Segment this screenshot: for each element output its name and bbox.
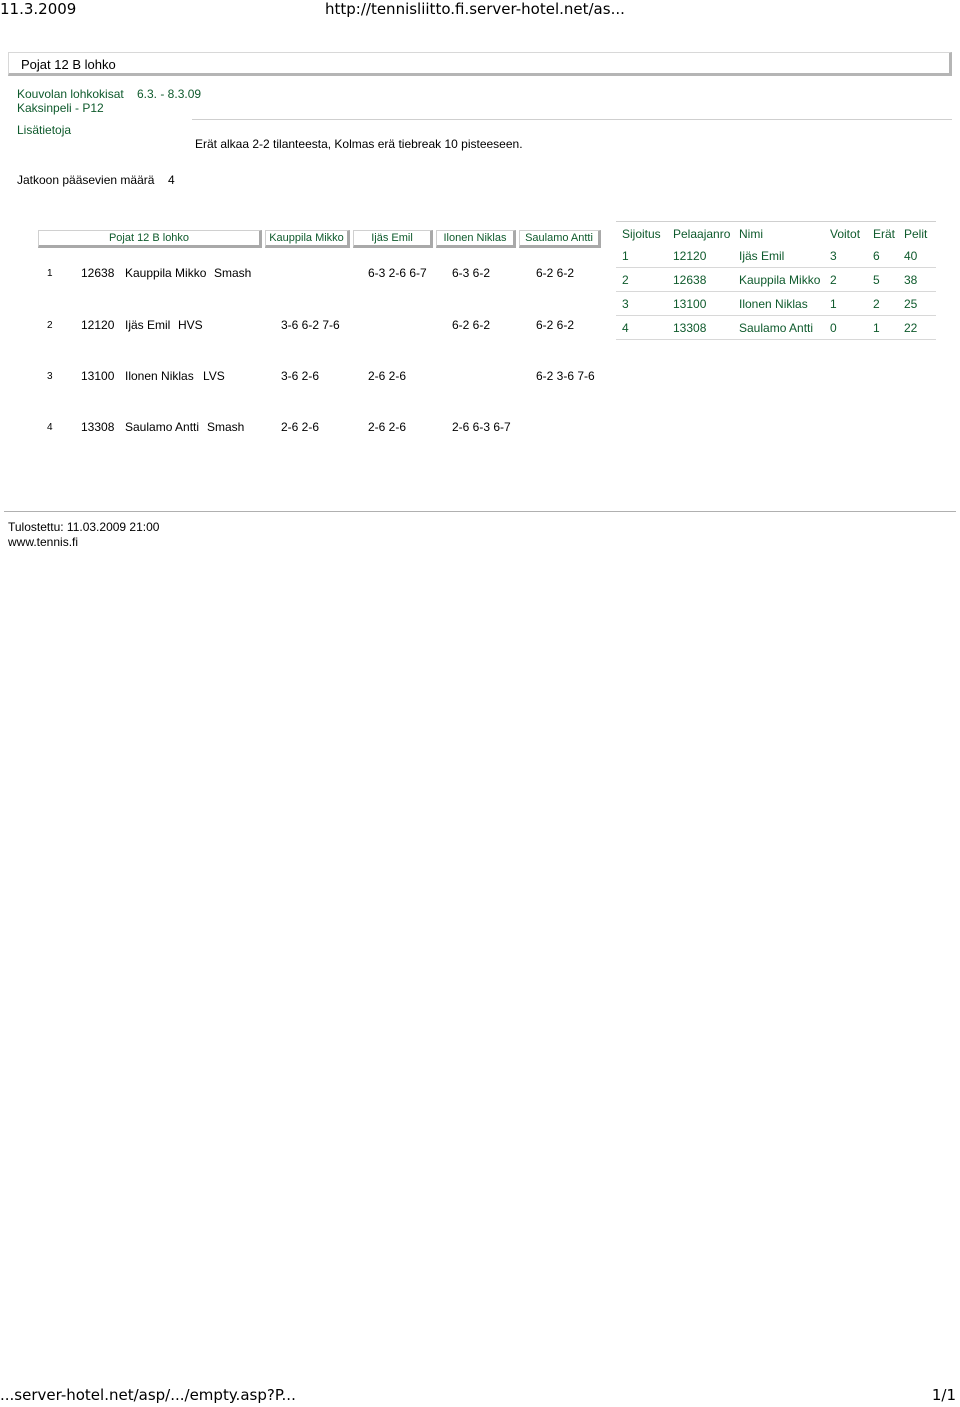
player-club: HVS [178, 318, 203, 332]
footer-divider [4, 511, 956, 512]
matrix-header-group: Pojat 12 B lohko [38, 230, 262, 248]
wins: 0 [830, 321, 837, 335]
rank: 3 [622, 297, 629, 311]
player-name: Kauppila Mikko [739, 273, 821, 287]
standings-header-name: Nimi [739, 227, 763, 241]
wins: 2 [830, 273, 837, 287]
standings-row [616, 291, 936, 316]
standings-header-sets: Erät [873, 227, 896, 241]
matrix-header-player-3: Ilonen Niklas [436, 230, 516, 248]
standings-header-rank: Sijoitus [622, 227, 661, 241]
player-name: Ilonen Niklas [739, 297, 808, 311]
standings-row [616, 267, 936, 292]
matrix-header-player-4: Saulamo Antti [519, 230, 601, 248]
result-cell: 6-2 6-2 [452, 318, 491, 332]
sets: 6 [873, 249, 880, 263]
result-cell: 2-6 2-6 [368, 369, 407, 383]
info-label: Lisätietoja [17, 123, 72, 137]
standings-row [616, 315, 936, 340]
advance-value: 4 [168, 173, 175, 187]
page-title: Pojat 12 B lohko [21, 57, 116, 72]
sets: 2 [873, 297, 880, 311]
player-number: 13100 [673, 297, 707, 311]
result-cell: 3-6 6-2 7-6 [281, 318, 340, 332]
player-name: Saulamo Antti [125, 420, 200, 434]
advance-label: Jatkoon pääsevien määrä [17, 173, 155, 187]
player-id: 12638 [81, 266, 115, 280]
player-id: 12120 [81, 318, 115, 332]
matrix-header-player-1: Kauppila Mikko [265, 230, 350, 248]
title-box [8, 52, 952, 76]
event-name: Kouvolan lohkokisat [17, 87, 124, 101]
games: 38 [904, 273, 918, 287]
result-cell: 6-3 2-6 6-7 [368, 266, 427, 280]
result-cell: 6-2 6-2 [536, 266, 575, 280]
result-cell: 2-6 6-3 6-7 [452, 420, 511, 434]
row-number: 4 [47, 422, 53, 433]
site-link[interactable]: www.tennis.fi [8, 535, 79, 549]
standings-header-games: Pelit [904, 227, 928, 241]
player-club: LVS [203, 369, 225, 383]
print-page-number: 1/1 [931, 1386, 956, 1404]
player-number: 12120 [673, 249, 707, 263]
player-id: 13100 [81, 369, 115, 383]
standings-row [616, 243, 936, 268]
event-category: Kaksinpeli - P12 [17, 101, 104, 115]
result-cell: 6-3 6-2 [452, 266, 491, 280]
standings-header-player-number: Pelaajanro [673, 227, 731, 241]
player-name: Ijäs Emil [739, 249, 785, 263]
rank: 4 [622, 321, 629, 335]
info-divider [192, 119, 952, 120]
player-club: Smash [207, 420, 245, 434]
matrix-header-player-2: Ijäs Emil [353, 230, 433, 248]
standings-top-rule [616, 221, 936, 222]
player-name: Ilonen Niklas [125, 369, 194, 383]
player-id: 13308 [81, 420, 115, 434]
result-cell: 6-2 3-6 7-6 [536, 369, 595, 383]
sets: 1 [873, 321, 880, 335]
player-name: Saulamo Antti [739, 321, 814, 335]
sets: 5 [873, 273, 880, 287]
print-date: 11.3.2009 [0, 0, 77, 18]
printed-timestamp: Tulostettu: 11.03.2009 21:00 [8, 520, 160, 534]
result-cell: 2-6 2-6 [281, 420, 320, 434]
games: 40 [904, 249, 918, 263]
print-url: http://tennisliitto.fi.server-hotel.net/as... [325, 0, 625, 18]
row-number: 3 [47, 371, 53, 382]
player-number: 13308 [673, 321, 707, 335]
player-name: Kauppila Mikko [125, 266, 207, 280]
player-club: Smash [214, 266, 252, 280]
rank: 2 [622, 273, 629, 287]
wins: 3 [830, 249, 837, 263]
standings-header-wins: Voitot [830, 227, 861, 241]
event-dates: 6.3. - 8.3.09 [137, 87, 202, 101]
row-number: 2 [47, 320, 53, 331]
rank: 1 [622, 249, 629, 263]
print-footer-url: ...server-hotel.net/asp/.../empty.asp?P... [0, 1386, 296, 1404]
info-text: Erät alkaa 2-2 tilanteesta, Kolmas erä tiebreak 10 pisteeseen. [195, 137, 523, 151]
player-number: 12638 [673, 273, 707, 287]
games: 25 [904, 297, 918, 311]
games: 22 [904, 321, 918, 335]
player-name: Ijäs Emil [125, 318, 171, 332]
result-cell: 3-6 2-6 [281, 369, 320, 383]
result-cell: 2-6 2-6 [368, 420, 407, 434]
wins: 1 [830, 297, 837, 311]
row-number: 1 [47, 268, 53, 279]
result-cell: 6-2 6-2 [536, 318, 575, 332]
